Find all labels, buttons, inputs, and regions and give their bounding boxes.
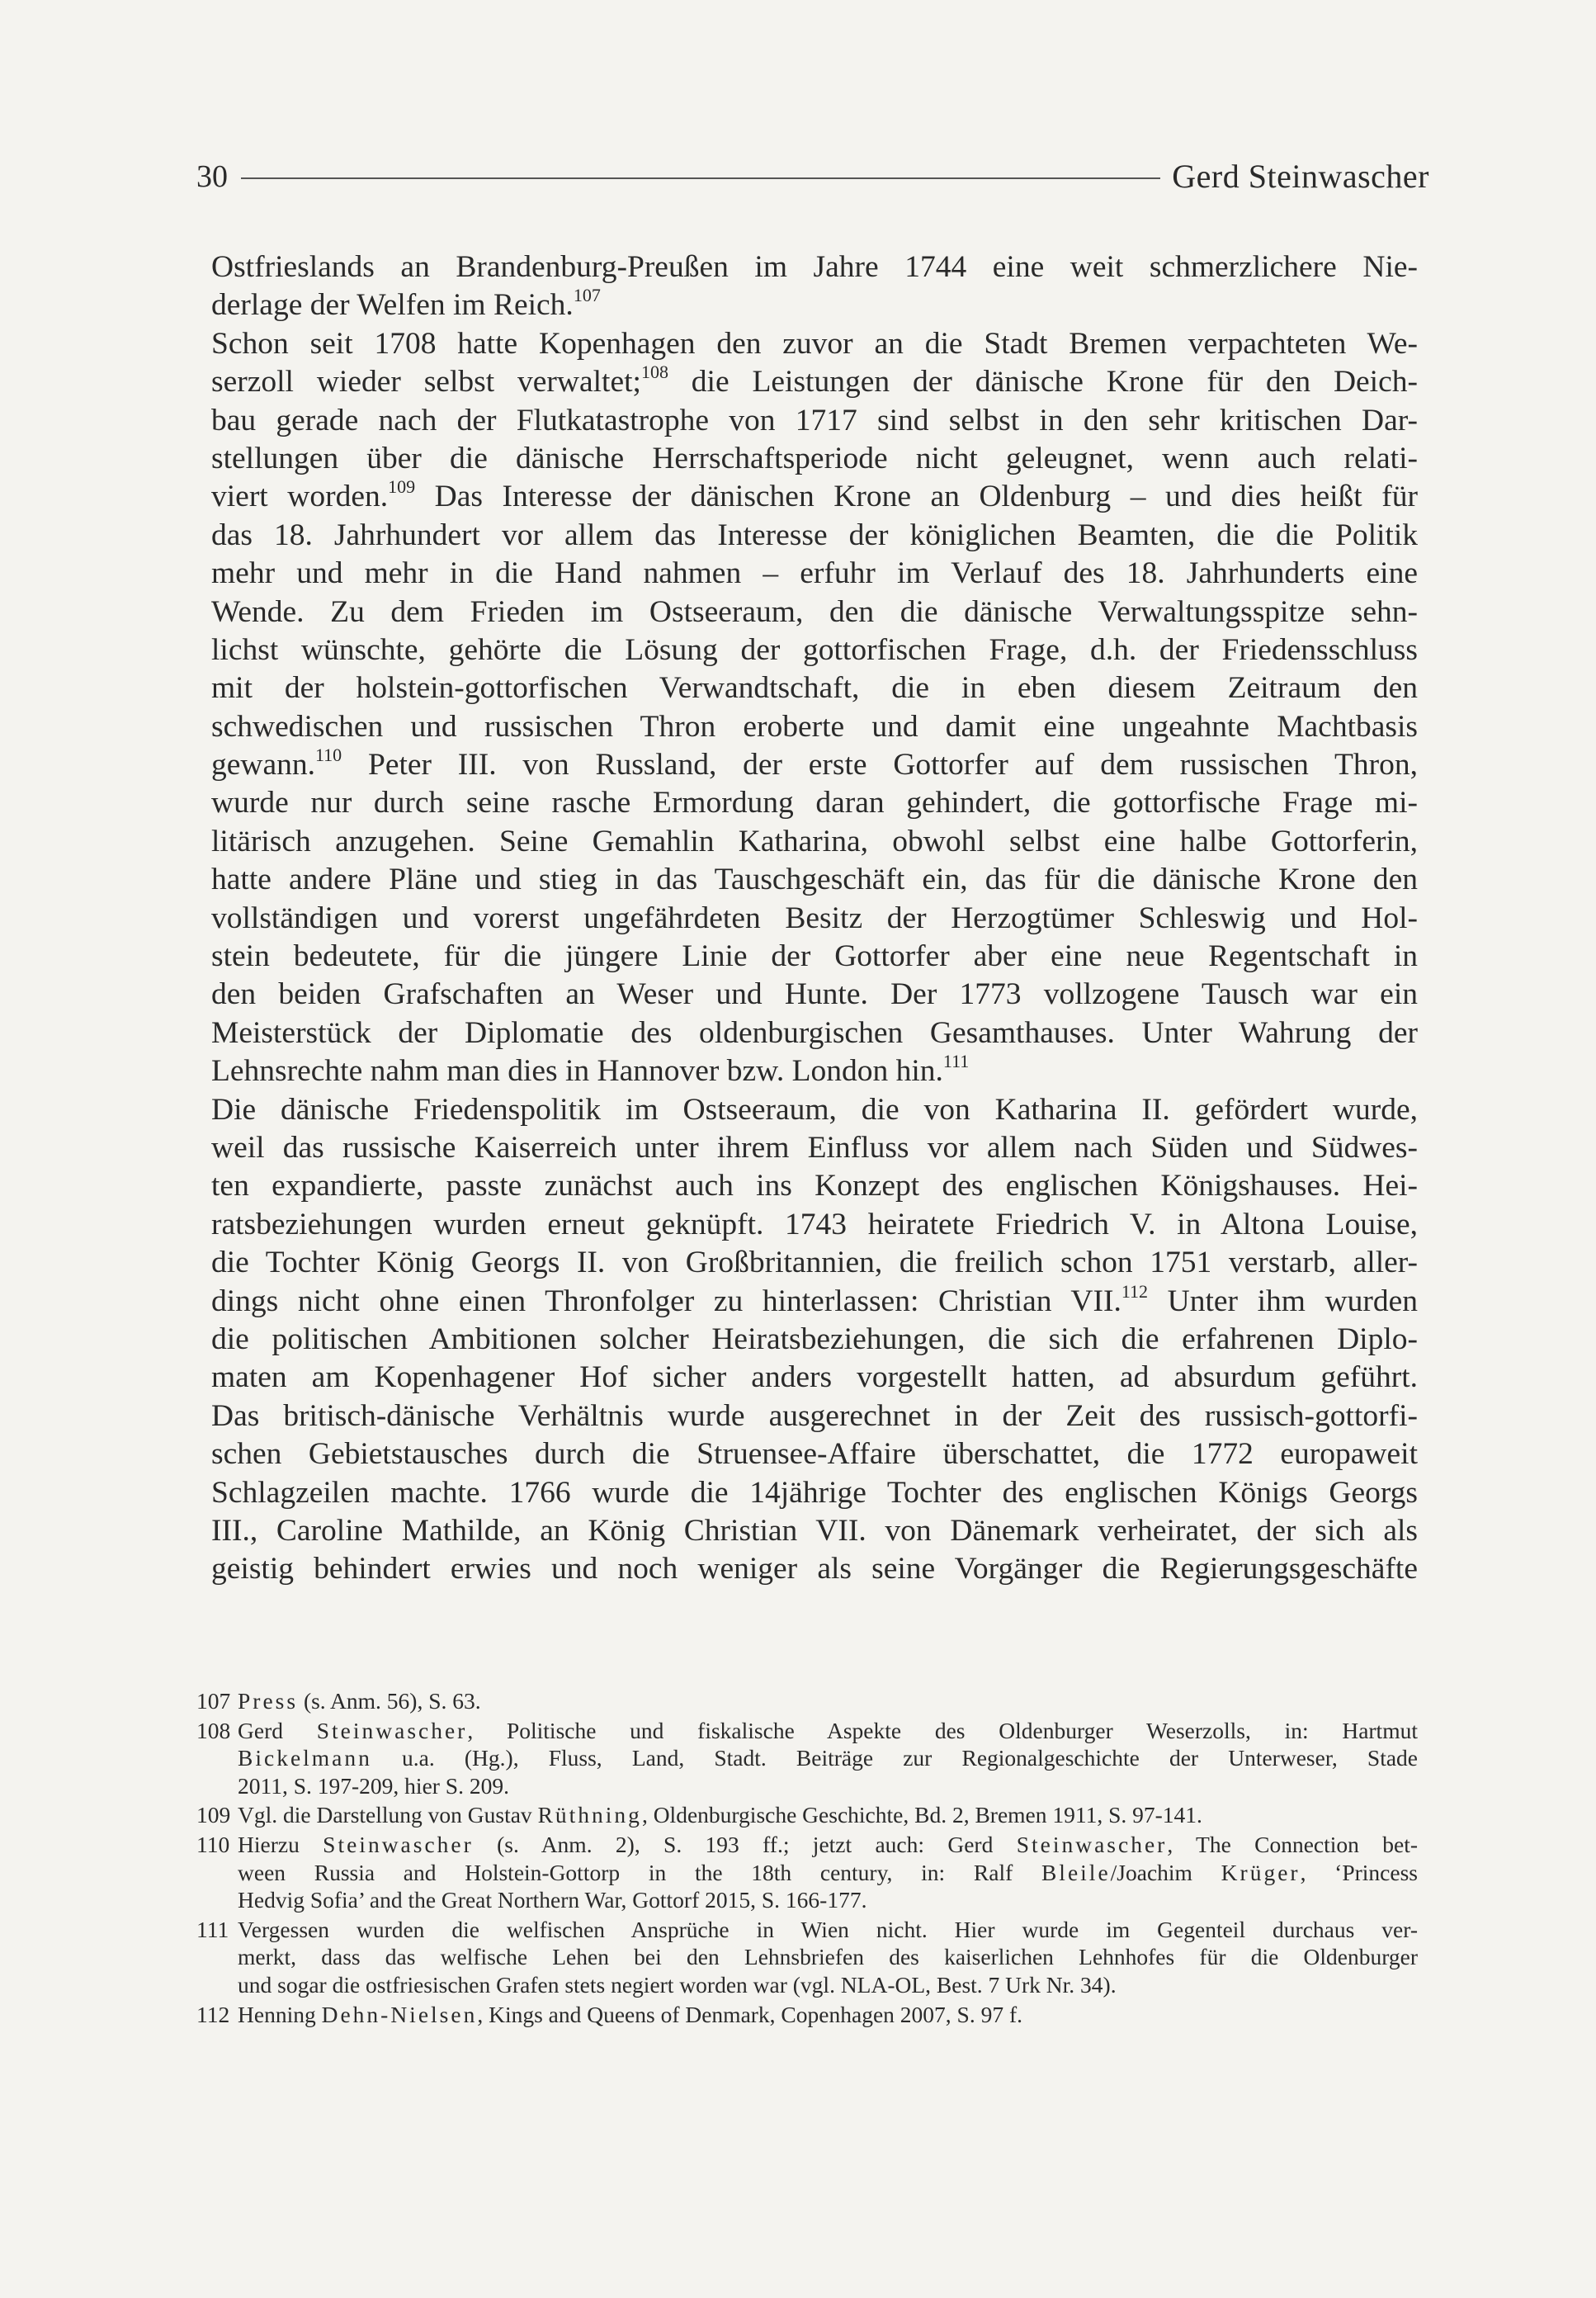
- footnote-ref: 110: [315, 745, 342, 766]
- footnote-ref: 112: [1121, 1280, 1149, 1302]
- text-line: schwedischen und russischen Thron eroberte und damit eine ungeahnte Machtbasis: [211, 709, 1418, 744]
- text-line: Lehnsrechte nahm man dies in Hannover bzw. London hin.$^{111}$: [211, 1051, 970, 1089]
- header-rule: [241, 177, 1160, 179]
- text-line: den beiden Grafschaften an Weser und Hunte. Der 1773 vollzogene Tausch war ein: [211, 977, 1418, 1012]
- text-line: Schon seit 1708 hatte Kopenhagen den zuvor an die Stadt Bremen verpachteten We-: [211, 326, 1418, 361]
- text-line: lichst wünschte, gehörte die Lösung der gottorfischen Frage, d.h. der Friedensschluss: [211, 632, 1418, 667]
- footnote-ref: 107: [573, 285, 601, 306]
- text-line: dings nicht ohne einen Thronfolger zu hinterlassen: Christian VII.$^{112}$ Unter ihm wurden: [211, 1280, 1418, 1318]
- page-header: [196, 154, 1429, 200]
- footnote-ref: 109: [388, 476, 416, 498]
- footnote-ref: 111: [942, 1051, 970, 1072]
- footnote-109: 109 Vgl. die Darstellung von Gustav Rüthning, Oldenburgische Geschichte, Bd. 2, Bremen 1911, S. 97-141.: [196, 1802, 1202, 1828]
- text-line: hatte andere Pläne und stieg in das Tauschgeschäft ein, das für die dänische Krone den: [211, 863, 1418, 897]
- text-line: bau gerade nach der Flutkatastrophe von 1717 sind selbst in den sehr kritischen Dar-: [211, 403, 1418, 437]
- text-line: das 18. Jahrhundert vor allem das Interesse der königlichen Beamten, die die Politik: [211, 518, 1418, 552]
- text-line: Ostfrieslands an Brandenburg-Preußen im Jahre 1744 eine weit schmerzlichere Nie-: [211, 250, 1418, 284]
- text-line: maten am Kopenhagener Hof sicher anders vorgestellt hatten, ad absurdum geführt.: [211, 1360, 1418, 1395]
- footnote-111: 111 Vergessen wurden die welfischen Ansprüche in Wien nicht. Hier wurde im Gegenteil durchaus ver- merkt, dass das welfische Lehen bei den Lehnsbriefen des kaiserlichen Lehnhofes für die Oldenburger und sogar die ostfriesischen Grafen stets negiert worden war (vgl. NLA-OL, Best. 7 Urk Nr. 34).: [196, 1916, 1418, 1998]
- text-line: III., Caroline Mathilde, an König Christian VII. von Dänemark verheiratet, der sich als: [211, 1513, 1418, 1548]
- text-line: ten expandierte, passte zunächst auch ins Konzept des englischen Königshauses. Hei-: [211, 1169, 1418, 1203]
- running-head: Gerd Steinwascher: [1172, 158, 1429, 195]
- text-line: serzoll wieder selbst verwaltet;$^{108}$ die Leistungen der dänische Krone für den Deich-: [211, 362, 1418, 400]
- text-line: stellungen über die dänische Herrschaftsperiode nicht geleugnet, wenn auch relati-: [211, 441, 1418, 475]
- text-line: mehr und mehr in die Hand nahmen – erfuhr im Verlauf des 18. Jahrhunderts eine: [211, 556, 1418, 591]
- text-line: gewann.$^{110}$ Peter III. von Russland, der erste Gottorfer auf dem russischen Thron,: [211, 745, 1418, 783]
- text-line: viert worden.$^{109}$ Das Interesse der dänischen Krone an Oldenburg – und dies heißt für: [211, 476, 1418, 514]
- footnote-107: 107 Press (s. Anm. 56), S. 63.: [196, 1688, 481, 1714]
- text-line: weil das russische Kaiserreich unter ihrem Einfluss vor allem nach Süden und Südwes-: [211, 1130, 1418, 1165]
- footnote-108: 108 Gerd Steinwascher, Politische und fiskalische Aspekte des Oldenburger Weserzolls, in: Hartmut Bickelmann u.a. (Hg.), Fluss, Land, Stadt. Beiträge zur Regionalgeschichte der Unterweser, Stade 2011, S. 197-209, hier S. 209.: [196, 1717, 1418, 1799]
- text-line: die Tochter König Georgs II. von Großbritannien, die freilich schon 1751 verstarb, aller-: [211, 1246, 1418, 1280]
- text-line: wurde nur durch seine rasche Ermordung daran gehindert, die gottorfische Frage mi-: [211, 786, 1418, 820]
- footnote-110: 110 Hierzu Steinwascher (s. Anm. 2), S. 193 ff.; jetzt auch: Gerd Steinwascher, The Connection bet- ween Russia and Holstein-Gottorp in the 18th century, in: Ralf Bleile/Joachim Krüger, ‘Princess Hedvig Sofia’ and the Great Northern War, Gottorf 2015, S. 166-177.: [196, 1831, 1419, 1913]
- text-line: stein bedeutete, für die jüngere Linie der Gottorfer aber eine neue Regentschaft in: [211, 939, 1418, 974]
- text-line: derlage der Welfen im Reich.$^{107}$: [211, 285, 601, 323]
- text-line: mit der holstein-gottorfischen Verwandtschaft, die in eben diesem Zeitraum den: [211, 671, 1418, 706]
- body-text: [211, 248, 1418, 1589]
- text-line: Wende. Zu dem Frieden im Ostseeraum, den die dänische Verwaltungsspitze sehn-: [211, 594, 1418, 629]
- text-line: Schlagzeilen machte. 1766 wurde die 14jährige Tochter des englischen Königs Georgs: [211, 1475, 1418, 1510]
- text-line: ratsbeziehungen wurden erneut geknüpft. 1743 heiratete Friedrich V. in Altona Louise,: [211, 1207, 1418, 1241]
- text-line: schen Gebietstausches durch die Struensee-Affaire überschattet, die 1772 europaweit: [211, 1437, 1418, 1472]
- footnote-112: 112 Henning Dehn-Nielsen, Kings and Queens of Denmark, Copenhagen 2007, S. 97 f.: [196, 2001, 1022, 2027]
- text-line: Die dänische Friedenspolitik im Ostseeraum, die von Katharina II. gefördert wurde,: [211, 1092, 1418, 1127]
- footnotes: [196, 1687, 1418, 2030]
- text-line: litärisch anzugehen. Seine Gemahlin Katharina, obwohl selbst eine halbe Gottorferin,: [211, 824, 1418, 858]
- text-line: Meisterstück der Diplomatie des oldenburgischen Gesamthauses. Unter Wahrung der: [211, 1015, 1418, 1050]
- page-number: 30: [196, 159, 228, 194]
- text-line: geistig behindert erwies und noch weniger als seine Vorgänger die Regierungsgeschäfte: [211, 1552, 1418, 1586]
- text-line: Das britisch-dänische Verhältnis wurde ausgerechnet in der Zeit des russisch-gottorfi-: [211, 1398, 1418, 1433]
- text-line: die politischen Ambitionen solcher Heiratsbeziehungen, die sich die erfahrenen Diplo-: [211, 1322, 1418, 1356]
- footnote-ref: 108: [640, 362, 668, 383]
- text-line: vollständigen und vorerst ungefährdeten Besitz der Herzogtümer Schleswig und Hol-: [211, 901, 1418, 935]
